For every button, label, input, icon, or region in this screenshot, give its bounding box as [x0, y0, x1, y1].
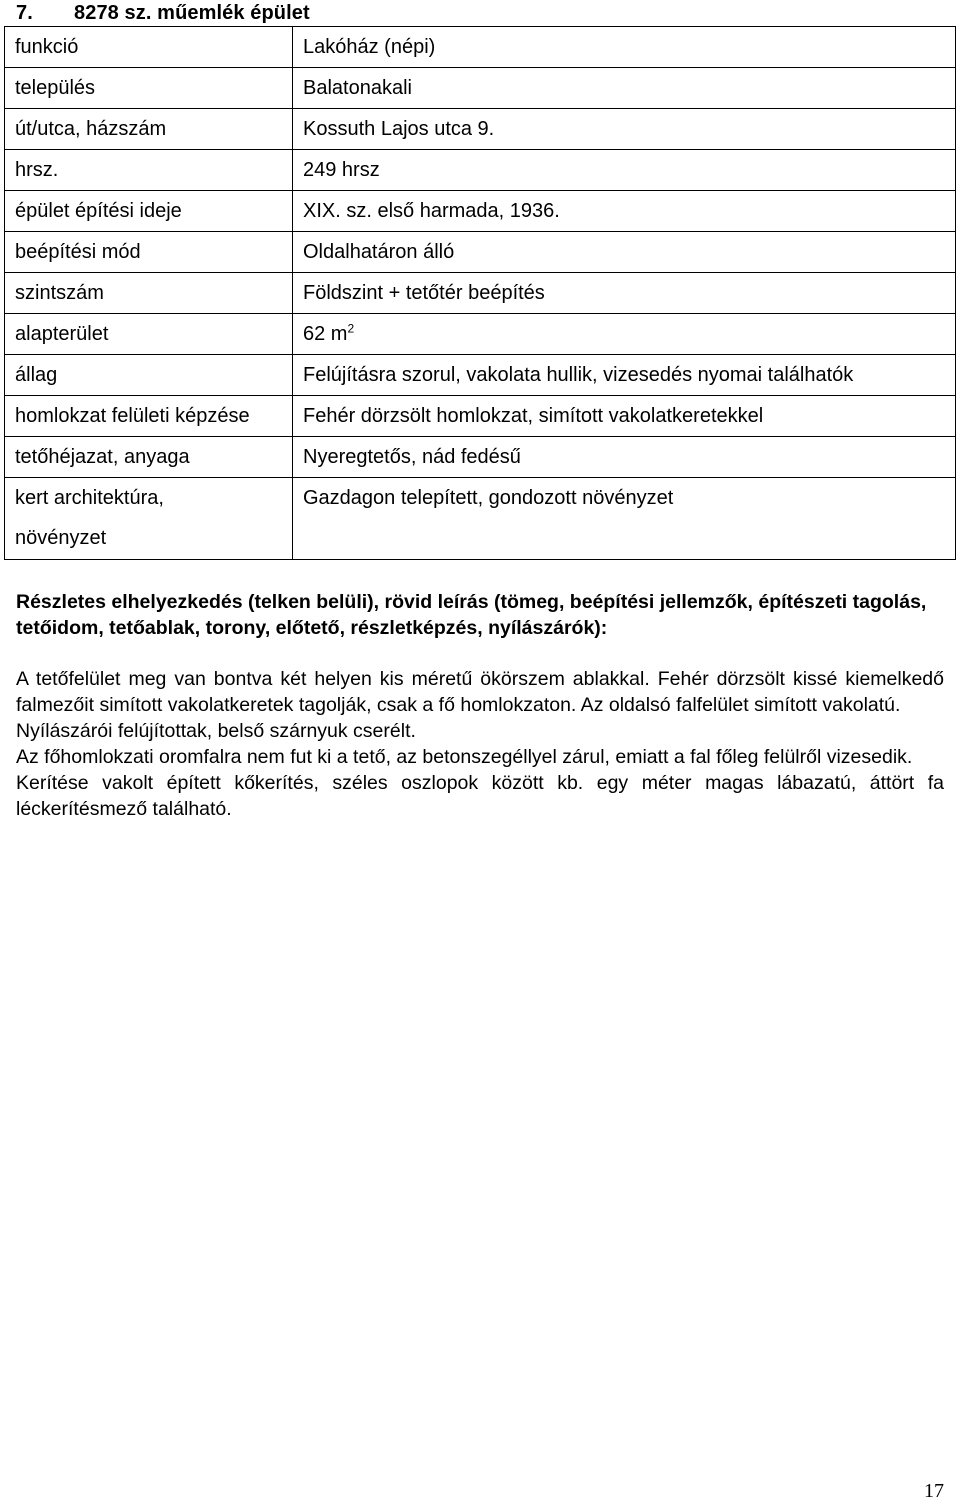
row-value — [293, 314, 956, 355]
row-value: Lakóház (népi) — [293, 27, 956, 68]
row-label-line: kert architektúra, — [15, 487, 164, 509]
row-value: XIX. sz. első harmada, 1936. — [293, 191, 956, 232]
row-value: Nyeregtetős, nád fedésű — [293, 437, 956, 478]
heading-number: 7. — [16, 2, 33, 24]
description-body — [16, 666, 944, 822]
row-label: út/utca, házszám — [5, 109, 293, 150]
row-label: hrsz. — [5, 150, 293, 191]
table-row — [5, 109, 956, 150]
property-table — [4, 26, 956, 560]
table-row — [5, 150, 956, 191]
row-label — [5, 478, 293, 560]
area-unit-superscript: 2 — [347, 321, 355, 336]
row-label: homlokzat felületi képzése — [5, 396, 293, 437]
table-row — [5, 478, 956, 560]
description-heading: Részletes elhelyezkedés (telken belüli), rövid leírás (tömeg, beépítési jellemzők, építészeti tagolás, tetőidom, tetőablak, torony, előtető, részletképzés, nyílászárók): — [16, 591, 927, 639]
row-value: Oldalhatáron álló — [293, 232, 956, 273]
table-row — [5, 27, 956, 68]
row-value: Gazdagon telepített, gondozott növényzet — [293, 478, 956, 560]
area-value: 62 m — [303, 323, 348, 345]
table-row — [5, 273, 956, 314]
description-paragraph: Az főhomlokzati oromfalra nem fut ki a tető, az betonszegéllyel zárul, emiatt a fal főleg felülről vizesedik. — [16, 746, 913, 768]
row-label-line: növényzet — [15, 527, 107, 549]
row-label: szintszám — [5, 273, 293, 314]
row-label: épület építési ideje — [5, 191, 293, 232]
page-number: 17 — [924, 1480, 944, 1502]
row-value: Fehér dörzsölt homlokzat, simított vakolatkeretekkel — [293, 396, 956, 437]
row-label: alapterület — [5, 314, 293, 355]
row-value: Felújításra szorul, vakolata hullik, vizesedés nyomai találhatók — [293, 355, 956, 396]
description-paragraph: A tetőfelület meg van bontva két helyen kis méretű ökörszem ablakkal. Fehér dörzsölt kissé kiemelkedő falmezőit simított vakolatkeretek tagolják, csak a fő homlokzaton. Az oldalsó falfelület simított vakolatú. — [16, 668, 944, 716]
row-label: település — [5, 68, 293, 109]
row-value: Földszint + tetőtér beépítés — [293, 273, 956, 314]
row-label: funkció — [5, 27, 293, 68]
table-row — [5, 355, 956, 396]
table-row — [5, 232, 956, 273]
row-value: Balatonakali — [293, 68, 956, 109]
table-row — [5, 314, 956, 355]
description-paragraph: Kerítése vakolt épített kőkerítés, széles oszlopok között kb. egy méter magas lábazatú, áttört fa léckerítésmező található. — [16, 772, 944, 820]
heading-title: 8278 sz. műemlék épület — [74, 2, 310, 24]
row-value: Kossuth Lajos utca 9. — [293, 109, 956, 150]
table-row — [5, 68, 956, 109]
row-label: beépítési mód — [5, 232, 293, 273]
row-label: állag — [5, 355, 293, 396]
section-heading — [16, 2, 310, 25]
description-paragraph: Nyílászárói felújítottak, belső szárnyuk cserélt. — [16, 720, 416, 742]
table-row — [5, 437, 956, 478]
table-row — [5, 396, 956, 437]
row-value: 249 hrsz — [293, 150, 956, 191]
table-row — [5, 191, 956, 232]
row-label: tetőhéjazat, anyaga — [5, 437, 293, 478]
